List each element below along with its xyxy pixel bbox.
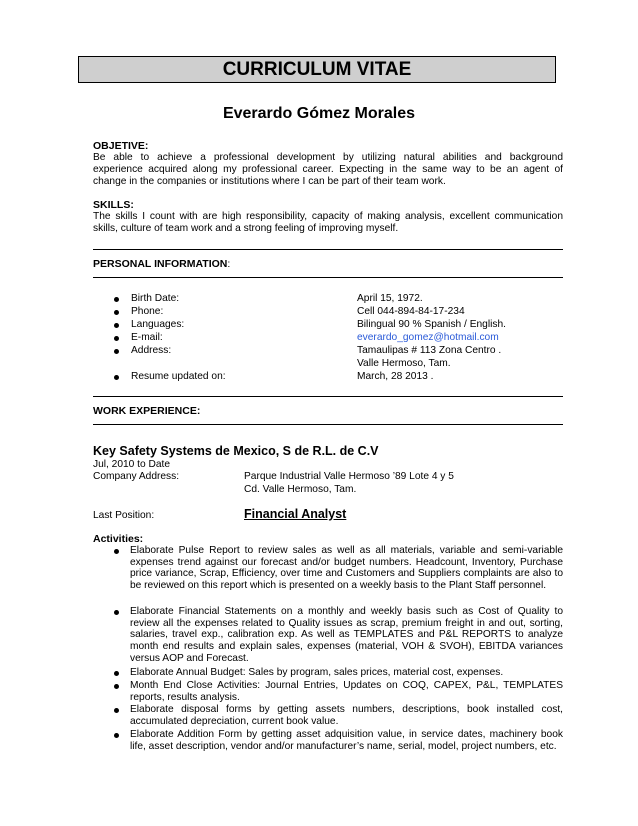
phone-label: Phone: [131,306,164,317]
objective-heading: OBJETIVE: [93,140,149,152]
phone-value: Cell 044-894-84-17-234 [357,306,465,317]
languages-label: Languages: [131,319,185,330]
activity-item: Elaborate Financial Statements on a monthly and weekly basis such as Cost of Quality to review all the expenses related to Quality issues as scrap, premium freight in and out, sorting, salaries, travel exp., calibration exp. As well as TEMPLATES and P&L REPORTS to analyze month end results and explain sales, expenses (material, VOH & SVOH), EBITDA variances versus AOP and Forecast. [130,606,563,664]
objective-text [93,152,563,188]
activity-item: Elaborate Addition Form by getting asset adquisition value, in service dates, machinery book life, asset description, vendor and/or manufacturer’s name, serial, model, project numbers, etc. [130,729,563,752]
objective-line: change in the companies or institutions where I can be part of their team work. [93,176,446,187]
activity-item: Elaborate Pulse Report to review sales as well as all materials, variable and semi-variable expenses trend against our forecast and/or budget numbers. Headcount, Inventory, Purchase price variance, Scrap, Efficiency, over time and Customers and Suppliers complaints are also to be reviewed on this report which is presented on a weekly basis to the Plant Staff personnel. [130,545,563,592]
skills-text [93,211,563,235]
languages-value: Bilingual 90 % Spanish / English. [357,319,506,330]
last-position-label: Last Position: [93,510,155,521]
candidate-name: Everardo Gómez Morales [222,105,416,122]
personal-info-heading: PERSONAL INFORMATION: [93,258,231,270]
bullet-icon [114,671,119,676]
bullet-icon [114,708,119,713]
bullet-icon [114,733,119,738]
company-address-line2: Cd. Valle Hermoso, Tam. [244,484,357,495]
email-label: E-mail: [131,332,163,343]
skills-line: skills, culture of team work and a strong feeling of improving myself. [93,223,399,234]
address-label: Address: [131,345,172,356]
bullet-icon [114,375,119,380]
resume-updated-label: Resume updated on: [131,371,226,382]
email-link[interactable]: everardo_gomez@hotmail.com [357,332,499,343]
bullet-icon [114,336,119,341]
last-position-title: Financial Analyst [244,507,347,521]
birth-date-label: Birth Date: [131,293,180,304]
divider [93,396,563,397]
employment-period: Jul, 2010 to Date [93,459,171,470]
document-title: CURRICULUM VITAE [78,56,556,83]
activity-item: Elaborate disposal forms by getting assets numbers, descriptions, book installed cost, accumulated depreciation, current book value. [130,704,563,727]
objective-line: experience acquired along my professional career. Expecting in the same way to be an agent of [93,164,563,175]
skills-line: The skills I count with are high responsibility, capacity of making analysis, excellent communication [93,211,563,222]
work-experience-heading: WORK EXPERIENCE: [93,405,201,417]
address-value: Tamaulipas # 113 Zona Centro . [357,345,502,356]
objective-line: Be able to achieve a professional development by utilizing natural abilities and background [93,152,563,163]
bullet-icon [114,349,119,354]
divider [93,277,563,278]
divider [93,424,563,425]
bullet-icon [114,549,119,554]
company-address-label: Company Address: [93,471,180,482]
birth-date-value: April 15, 1972. [357,293,423,304]
skills-heading: SKILLS: [93,199,134,211]
activities-heading: Activities: [93,533,144,545]
activity-item: Month End Close Activities: Journal Entries, Updates on COQ, CAPEX, P&L, TEMPLATES reports, results analysis. [130,680,563,703]
bullet-icon [114,684,119,689]
company-name: Key Safety Systems de Mexico, S de R.L. de C.V [93,444,379,458]
bullet-icon [114,323,119,328]
address-value-line2: Valle Hermoso, Tam. [357,358,451,369]
bullet-icon [114,610,119,615]
resume-updated-value: March, 28 2013 . [357,371,434,382]
divider [93,249,563,250]
activity-item: Elaborate Annual Budget: Sales by program, sales prices, material cost, expenses. [130,667,504,678]
company-address-line1: Parque Industrial Valle Hermoso ’89 Lote 4 y 5 [244,471,454,482]
bullet-icon [114,297,119,302]
bullet-icon [114,310,119,315]
